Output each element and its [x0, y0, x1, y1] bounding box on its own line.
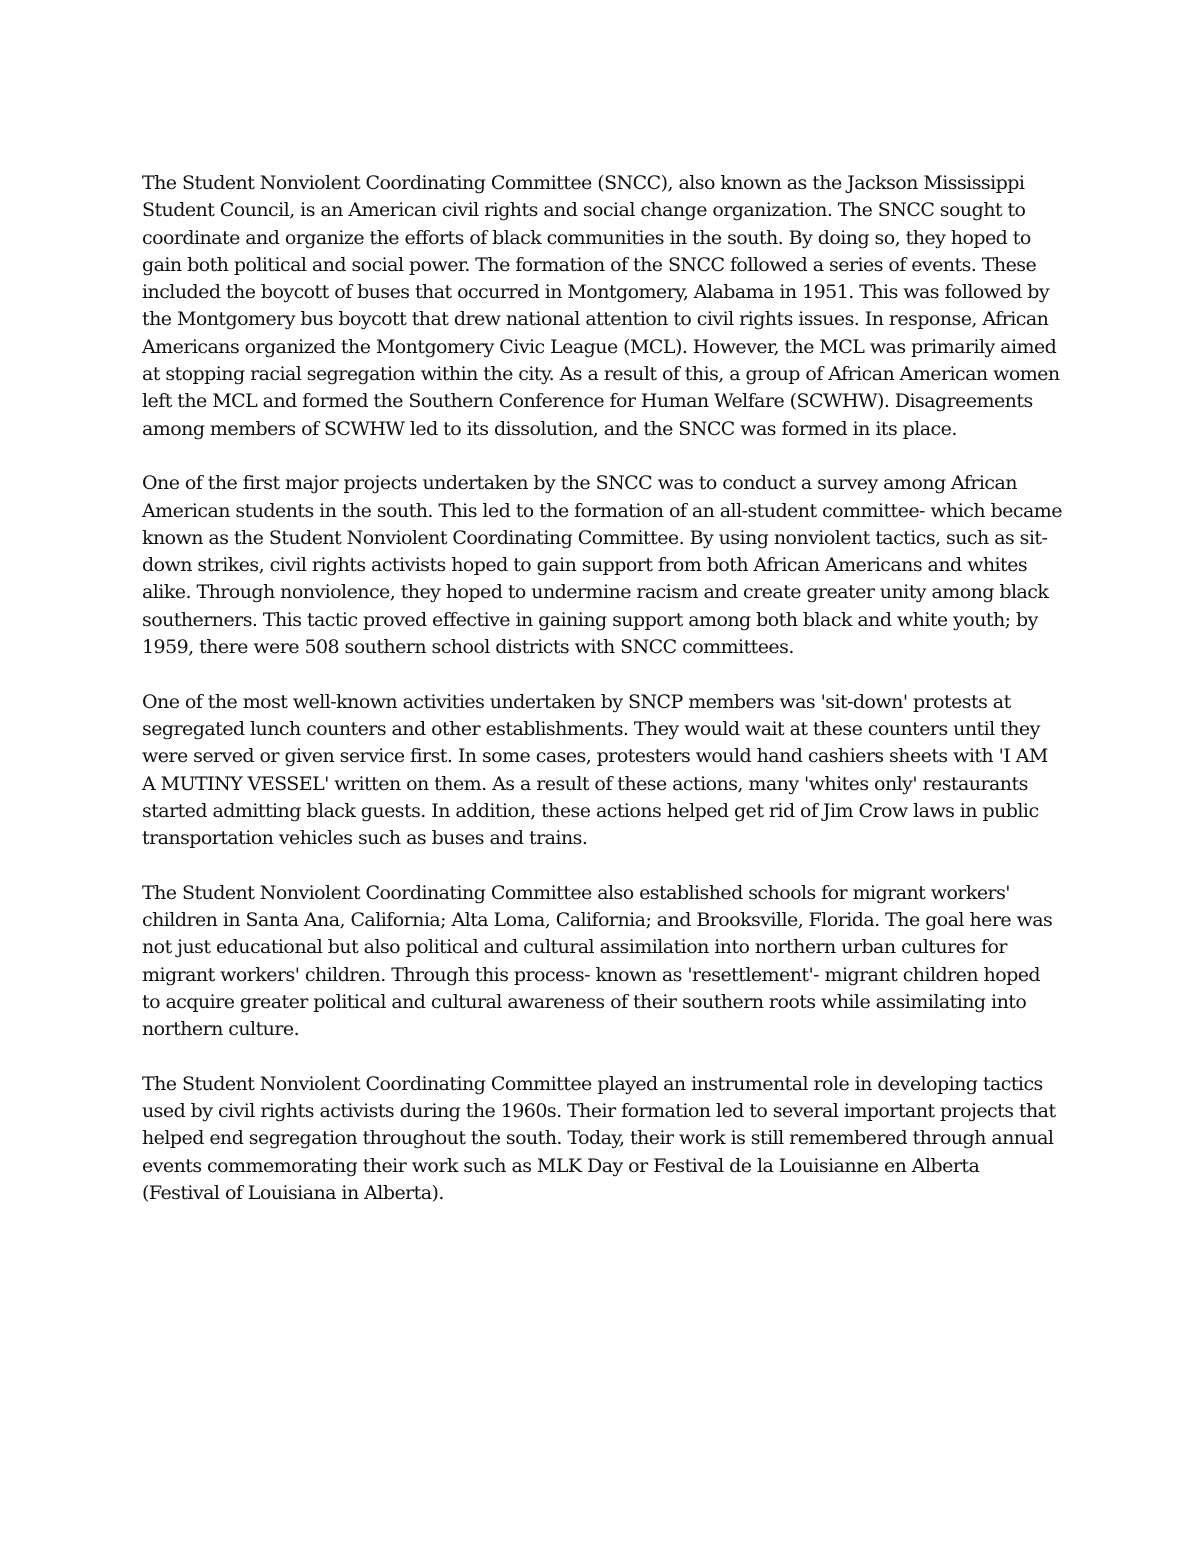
paragraph-migrant-schools: The Student Nonviolent Coordinating Committee also established schools for migrant workers' children in Santa Ana, California; Alta Loma, California; and Brooksville, Florida. The goal here was not just educational but also political and cultural assimilation into northern urban cultures for migrant workers' children. Through this process- known as 'resettlement'- migrant children hoped to acquire greater political and cultural awareness of their southern roots while assimilating into northern culture.	[142, 881, 1053, 1041]
paragraph-sit-down-protests: One of the most well-known activities undertaken by SNCP members was 'sit-down' protests at segregated lunch counters and other establishments. They would wait at these counters until they were served or given service first. In some cases, protesters would hand cashiers sheets with 'I AM A MUTINY VESSEL' written on them. As a result of these actions, many 'whites only' restaurants started admitting black guests. In addition, these actions helped get rid of Jim Crow laws in public transportation vehicles such as buses and trains.	[142, 690, 1048, 850]
paragraph-legacy: The Student Nonviolent Coordinating Committee played an instrumental role in developing tactics used by civil rights activists during the 1960s. Their formation led to several important projects that helped end segregation throughout the south. Today, their work is still remembered through annual events commemorating their work such as MLK Day or Festival de la Louisianne en Alberta (Festival of Louisiana in Alberta).	[142, 1072, 1056, 1204]
paragraph-first-projects: One of the first major projects undertaken by the SNCC was to conduct a survey among African American students in the south. This led to the formation of an all-student committee- which became known as the Student Nonviolent Coordinating Committee. By using nonviolent tactics, such as sit-down strikes, civil rights activists hoped to gain support from both African Americans and whites alike. Through nonviolence, they hoped to undermine racism and create greater unity among black southerners. This tactic proved effective in gaining support among both black and white youth; by 1959, there were 508 southern school districts with SNCC committees.	[142, 472, 1062, 659]
paragraph-sncc-origins: The Student Nonviolent Coordinating Committee (SNCC), also known as the Jackson Mississippi Student Council, is an American civil rights and social change organization. The SNCC sought to coordinate and organize the efforts of black communities in the south. By doing so, they hoped to gain both political and social power. The formation of the SNCC followed a series of events. These included the boycott of buses that occurred in Montgomery, Alabama in 1951. This was followed by the Montgomery bus boycott that drew national attention to civil rights issues. In response, African Americans organized the Montgomery Civic League (MCL). However, the MCL was primarily aimed at stopping racial segregation within the city. As a result of this, a group of African American women left the MCL and formed the Southern Conference for Human Welfare (SCWHW). Disagreements among members of SCWHW led to its dissolution, and the SNCC was formed in its place.	[142, 172, 1060, 440]
document-body	[142, 170, 1062, 1207]
